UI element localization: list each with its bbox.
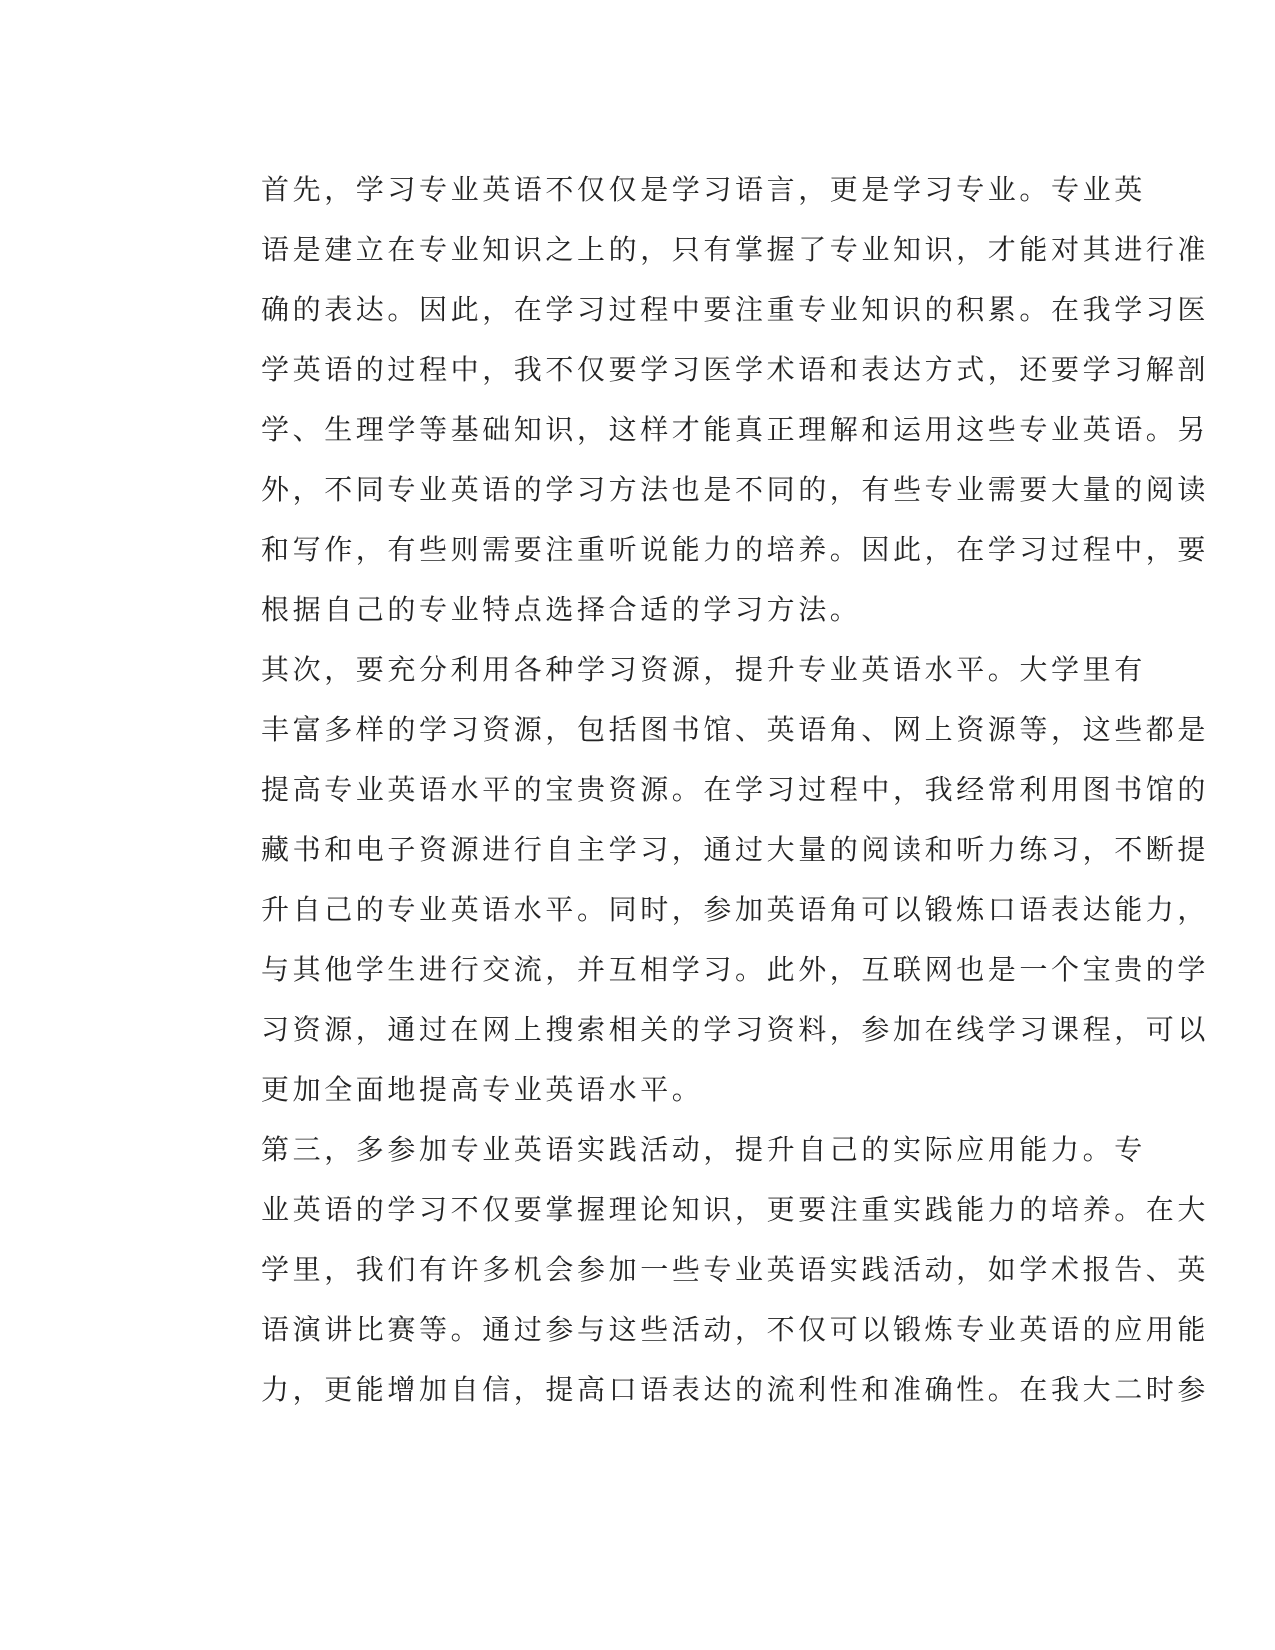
text-line: 学英语的过程中，我不仅要学习医学术语和表达方式，还要学习解剖 bbox=[261, 353, 1210, 386]
text-line: 其次，要充分利用各种学习资源，提升专业英语水平。大学里有 bbox=[261, 653, 1146, 686]
text-line: 根据自己的专业特点选择合适的学习方法。 bbox=[261, 593, 862, 626]
text-line: 提高专业英语水平的宝贵资源。在学习过程中，我经常利用图书馆的 bbox=[261, 773, 1210, 806]
text-line: 学里，我们有许多机会参加一些专业英语实践活动，如学术报告、英 bbox=[261, 1253, 1210, 1286]
paragraph-1 bbox=[186, 160, 1210, 640]
text-line: 学、生理学等基础知识，这样才能真正理解和运用这些专业英语。另 bbox=[261, 413, 1210, 446]
text-line: 外，不同专业英语的学习方法也是不同的，有些专业需要大量的阅读 bbox=[261, 473, 1210, 506]
text-line: 语演讲比赛等。通过参与这些活动，不仅可以锻炼专业英语的应用能 bbox=[261, 1313, 1210, 1346]
text-line: 业英语的学习不仅要掌握理论知识，更要注重实践能力的培养。在大 bbox=[261, 1193, 1210, 1226]
text-line: 升自己的专业英语水平。同时，参加英语角可以锻炼口语表达能力， bbox=[261, 893, 1210, 926]
text-line: 与其他学生进行交流，并互相学习。此外，互联网也是一个宝贵的学 bbox=[261, 953, 1210, 986]
paragraph-2 bbox=[186, 640, 1210, 1120]
text-line: 确的表达。因此，在学习过程中要注重专业知识的积累。在我学习医 bbox=[261, 293, 1210, 326]
document-body bbox=[186, 160, 1210, 1420]
text-line: 语是建立在专业知识之上的，只有掌握了专业知识，才能对其进行准 bbox=[261, 233, 1210, 266]
text-line: 习资源，通过在网上搜索相关的学习资料，参加在线学习课程，可以 bbox=[261, 1013, 1210, 1046]
text-line: 更加全面地提高专业英语水平。 bbox=[261, 1073, 704, 1106]
text-line: 藏书和电子资源进行自主学习，通过大量的阅读和听力练习，不断提 bbox=[261, 833, 1210, 866]
text-line: 丰富多样的学习资源，包括图书馆、英语角、网上资源等，这些都是 bbox=[261, 713, 1210, 746]
text-line: 第三，多参加专业英语实践活动，提升自己的实际应用能力。专 bbox=[261, 1133, 1146, 1166]
text-line: 和写作，有些则需要注重听说能力的培养。因此，在学习过程中，要 bbox=[261, 533, 1210, 566]
paragraph-3 bbox=[186, 1120, 1210, 1420]
text-line: 首先，学习专业英语不仅仅是学习语言，更是学习专业。专业英 bbox=[261, 173, 1146, 206]
text-line: 力，更能增加自信，提高口语表达的流利性和准确性。在我大二时参 bbox=[261, 1373, 1210, 1406]
